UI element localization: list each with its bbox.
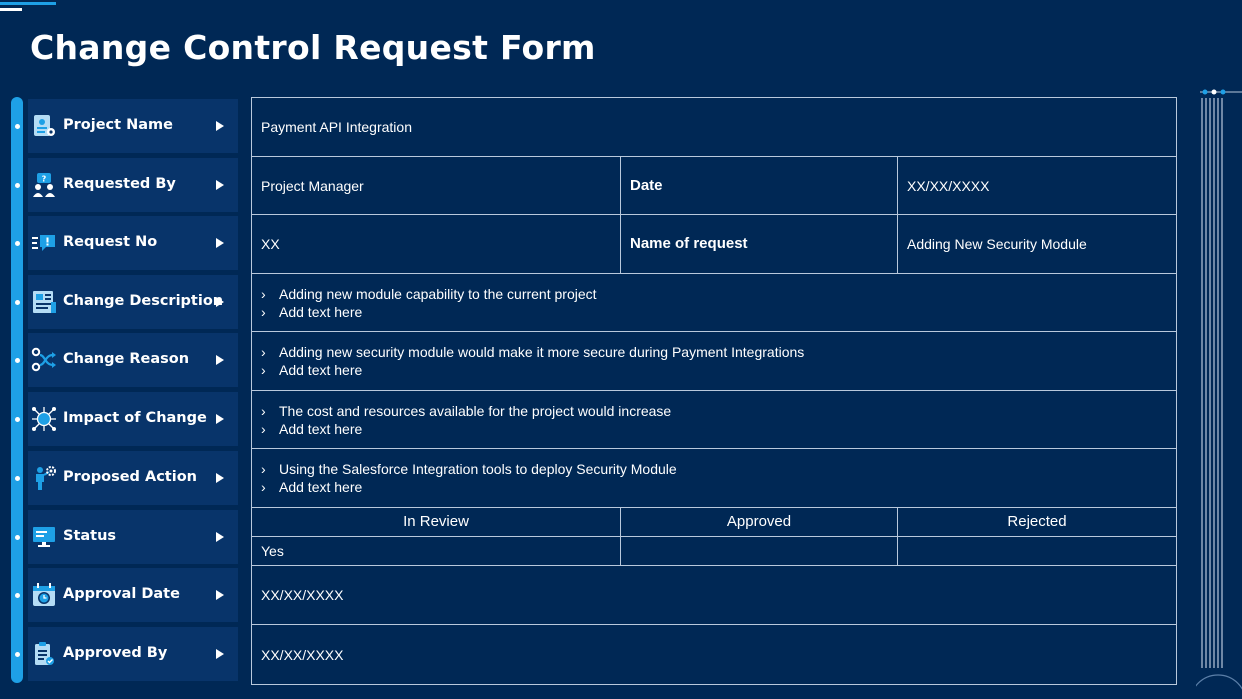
label-text: Change Description [63, 293, 224, 309]
decorative-lines [1196, 86, 1242, 699]
clipboard-check-icon [31, 641, 57, 667]
rail-dot [15, 417, 20, 422]
list-item: › Add text here [261, 478, 1167, 496]
arrow-right-icon [216, 590, 224, 600]
request-list-icon [31, 230, 57, 256]
proposed-action-cell [252, 449, 1177, 508]
status-value-rejected [898, 537, 1177, 566]
label-request-no [0, 216, 240, 270]
rail-dot [15, 124, 20, 129]
status-header-approved: Approved [621, 508, 898, 537]
table-row [252, 332, 1177, 391]
calendar-clock-icon [31, 582, 57, 608]
form-table [251, 97, 1177, 685]
label-proposed-action [0, 451, 240, 505]
label-requested-by [0, 158, 240, 212]
table-row [252, 157, 1177, 215]
table-row [252, 625, 1177, 685]
change-reason-cell [252, 332, 1177, 391]
page-title: Change Control Request Form [30, 28, 596, 67]
table-row [252, 274, 1177, 332]
top-accent-line [0, 2, 56, 5]
arrow-right-icon [216, 121, 224, 131]
status-header-rejected: Rejected [898, 508, 1177, 537]
approved-by-value: XX/XX/XXXX [252, 625, 1177, 685]
list-item: › Adding new security module would make it more secure during Payment Integrations [261, 343, 1167, 361]
label-text: Proposed Action [63, 469, 197, 485]
label-text: Approved By [63, 645, 168, 661]
list-item: › The cost and resources available for the project would increase [261, 402, 1167, 420]
label-text: Approval Date [63, 586, 180, 602]
arrow-right-icon [216, 355, 224, 365]
rail-dot [15, 241, 20, 246]
arrow-right-icon [216, 414, 224, 424]
status-value-in-review: Yes [252, 537, 621, 566]
change-description-cell [252, 274, 1177, 332]
rail-dot [15, 593, 20, 598]
list-item: › Using the Salesforce Integration tools to deploy Security Module [261, 460, 1167, 478]
project-badge-icon [31, 113, 57, 139]
rail-dot [15, 535, 20, 540]
request-no-value: XX [252, 215, 621, 274]
label-status [0, 510, 240, 564]
label-impact-of-change [0, 392, 240, 446]
label-text: Requested By [63, 176, 176, 192]
rail-dot [15, 358, 20, 363]
label-change-reason [0, 333, 240, 387]
rail-dot [15, 300, 20, 305]
label-text: Status [63, 528, 117, 544]
date-label: Date [621, 157, 898, 215]
description-document-icon [31, 289, 57, 315]
status-value-approved [621, 537, 898, 566]
label-text: Request No [63, 234, 158, 250]
date-value: XX/XX/XXXX [898, 157, 1177, 215]
shuffle-gears-icon [31, 347, 57, 373]
list-item: › Add text here [261, 303, 1167, 321]
top-accent-line-short [0, 8, 22, 11]
label-text: Change Reason [63, 351, 190, 367]
table-row [252, 508, 1177, 537]
project-name-value: Payment API Integration [252, 98, 1177, 157]
approval-date-value: XX/XX/XXXX [252, 566, 1177, 625]
label-change-description [0, 275, 240, 329]
name-of-request-label: Name of request [621, 215, 898, 274]
requested-by-value: Project Manager [252, 157, 621, 215]
rail-dot [15, 652, 20, 657]
arrow-right-icon [216, 180, 224, 190]
list-item: › Add text here [261, 420, 1167, 438]
monitor-icon [31, 524, 57, 550]
label-text: Project Name [63, 117, 173, 133]
label-text: Impact of Change [63, 410, 207, 426]
network-impact-icon [31, 406, 57, 432]
status-header-in-review: In Review [252, 508, 621, 537]
table-row [252, 98, 1177, 157]
arrow-right-icon [216, 649, 224, 659]
name-of-request-value: Adding New Security Module [898, 215, 1177, 274]
label-project-name [0, 99, 240, 153]
list-item: › Add text here [261, 361, 1167, 379]
person-gear-icon [31, 465, 57, 491]
list-item: › Adding new module capability to the current project [261, 285, 1167, 303]
arrow-right-icon [216, 297, 224, 307]
label-approved-by [0, 627, 240, 681]
table-row [252, 449, 1177, 508]
label-box [28, 510, 238, 564]
table-row [252, 566, 1177, 625]
arrow-right-icon [216, 473, 224, 483]
rail-dot [15, 183, 20, 188]
arrow-right-icon [216, 532, 224, 542]
svg-text:?: ? [41, 174, 47, 184]
impact-of-change-cell [252, 391, 1177, 449]
table-row [252, 215, 1177, 274]
arrow-right-icon [216, 238, 224, 248]
table-row [252, 537, 1177, 566]
label-approval-date [0, 568, 240, 622]
table-row [252, 391, 1177, 449]
team-question-icon [31, 172, 57, 198]
rail-dot [15, 476, 20, 481]
